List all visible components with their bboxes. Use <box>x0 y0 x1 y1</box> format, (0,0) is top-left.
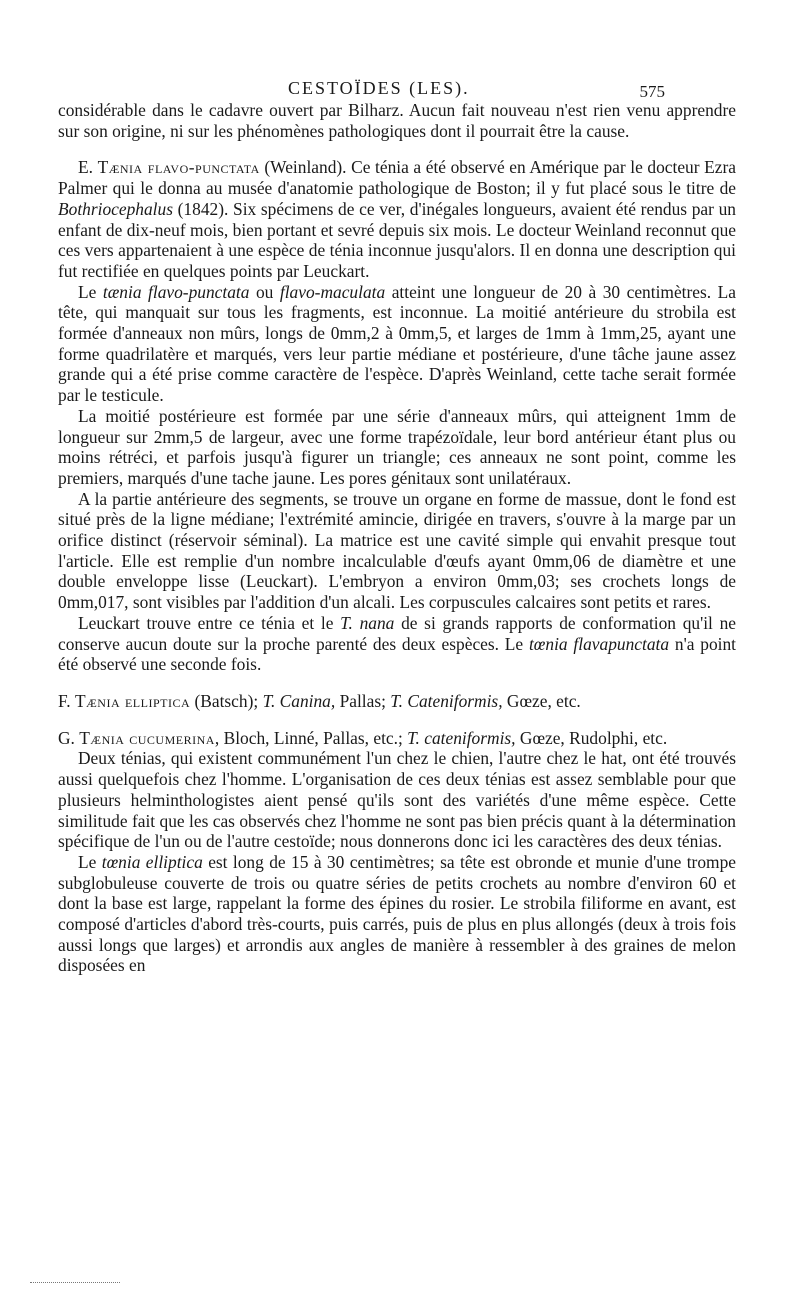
paragraph-continuation: considérable dans le cadavre ouvert par Bilharz. Aucun fait nouveau n'est rien venu apprendre sur son origine, ni sur les phénomènes pathologiques dont il pourrait être la cause. <box>58 100 736 141</box>
section-g: G. Tænia cucumerina, Bloch, Linné, Pallas, etc.; T. cateniformis, Gœze, Rudolphi, etc. <box>58 727 668 748</box>
species-name: Tænia elliptica <box>75 690 191 711</box>
species-italic: tænia flavo-punctata <box>102 281 250 302</box>
paragraph: Deux ténias, qui existent communément l'un chez le chien, l'autre chez le hat, ont été trouvés aussi quelquefois chez l'homme. L'organisation de ces deux ténias est assez semblable pour que plusieurs helminthologistes aient pensé qu'ils sont des variétés d'une même espèce. Cette similitude fait que les cas observés chez l'homme ne sont pas bien précis quant à la détermination spécifique de l'un ou de l'autre cestoïde; nous donnerons donc ici les caractères des deux ténias. <box>58 748 736 852</box>
running-head: CESTOÏDES (LES). <box>288 78 470 98</box>
section-text: (Weinland). Ce ténia a été observé en Amérique par le docteur Ezra Palmer qui le donna au musée d'anatomie pathologique de Boston; il y fut placé sous le titre de <box>58 157 736 199</box>
section-e <box>58 157 736 281</box>
species-italic: T. Canina, <box>262 690 336 711</box>
page-edge-mark <box>30 1282 120 1283</box>
section-letter: F. <box>58 690 71 711</box>
section-letter: E. <box>78 157 93 178</box>
page-body <box>58 100 736 976</box>
section-letter: G. <box>58 727 75 748</box>
species-italic: T. nana <box>340 612 395 633</box>
genus-name: Bothriocephalus <box>58 198 173 219</box>
species-italic: tœnia flavapunctata <box>528 633 670 654</box>
section-text: (1842). Six spécimens de ce ver, d'inégales longueurs, avaient été rendus par un enfant de dix-neuf mois, bien portant et sevré depuis six mois. Le docteur Weinland reconnut que ces vers appartenaient à une espèce de ténia inconnue jusqu'alors. Il en donna une description qui fut rectifiée en quelques points par Leuckart. <box>58 198 736 281</box>
paragraph: Leuckart trouve entre ce ténia et le T. nana de si grands rapports de conformation qu'il ne conserve aucun doute sur la proche parenté des deux espèces. Le tœnia flavapunctata n'a point été observé une seconde fois. <box>58 612 736 675</box>
species-name: Tænia cucumerina <box>79 727 215 748</box>
section-f: F. Tænia elliptica (Batsch); T. Canina, Pallas; T. Cateniformis, Gœze, etc. <box>58 690 581 711</box>
species-italic: tœnia elliptica <box>101 851 203 872</box>
species-italic: flavo-maculata <box>279 281 386 302</box>
paragraph: A la partie antérieure des segments, se trouve un organe en forme de massue, dont le fond est situé près de la ligne médiane; l'extrémité amincie, dirigée en travers, s'ouvre à la marge par un orifice distinct (réservoir séminal). La matrice est une cavité simple qui envahit presque tout l'article. Elle est remplie d'un nombre incalculable d'œufs ayant 0mm,06 de diamètre et une double enveloppe lisse (Leuckart). L'embryon a environ 0mm,03; ses crochets longs de 0mm,017, sont visibles par l'addition d'un alcali. Les corpuscules calcaires sont petits et rares. <box>58 488 736 613</box>
paragraph: Le tænia flavo-punctata ou flavo-maculata atteint une longueur de 20 à 30 centimètres. La tête, qui manquait sur tous les fragments, est inconnue. La moitié antérieure du strobila est formée d'anneaux non mûrs, longs de 0mm,2 à 0mm,5, et larges de 1mm à 1mm,25, ayant une forme quadrilatère et marqués, vers leur partie médiane et postérieure, d'une tâche jaune assez grande qui a été prise comme caractère de l'espèce. D'après Weinland, cette tache serait formée par le testicule. <box>58 281 736 406</box>
paragraph: Le tœnia elliptica est long de 15 à 30 centimètres; sa tête est obronde et munie d'une trompe subglobuleuse couverte de trois ou quatre séries de petits crochets au nombre d'environ 60 et dont la base est large, rappelant la forme des épines du rosier. Le strobila filiforme en avant, est composé d'articles d'abord très-courts, puis carrés, puis de plus en plus allongés (deux à trois fois aussi longs que larges) et arrondis aux angles de manière à ressembler à des graines de melon disposées en <box>58 851 736 976</box>
page-number: 575 <box>639 82 665 101</box>
species-italic: T. cateniformis, <box>407 727 516 748</box>
paragraph: La moitié postérieure est formée par une série d'anneaux mûrs, qui atteignent 1mm de longueur sur 2mm,5 de largeur, avec une forme trapézoïdale, leur bord antérieur étant plus ou moins rétréci, et parfois jusqu'à figurer un triangle; ces anneaux ne sont point, comme les premiers, marqués d'une tache jaune. Les pores génitaux sont unilatéraux. <box>58 405 736 488</box>
species-name: Tænia flavo-punctata <box>97 157 260 178</box>
species-italic: T. Cateniformis, <box>390 690 503 711</box>
